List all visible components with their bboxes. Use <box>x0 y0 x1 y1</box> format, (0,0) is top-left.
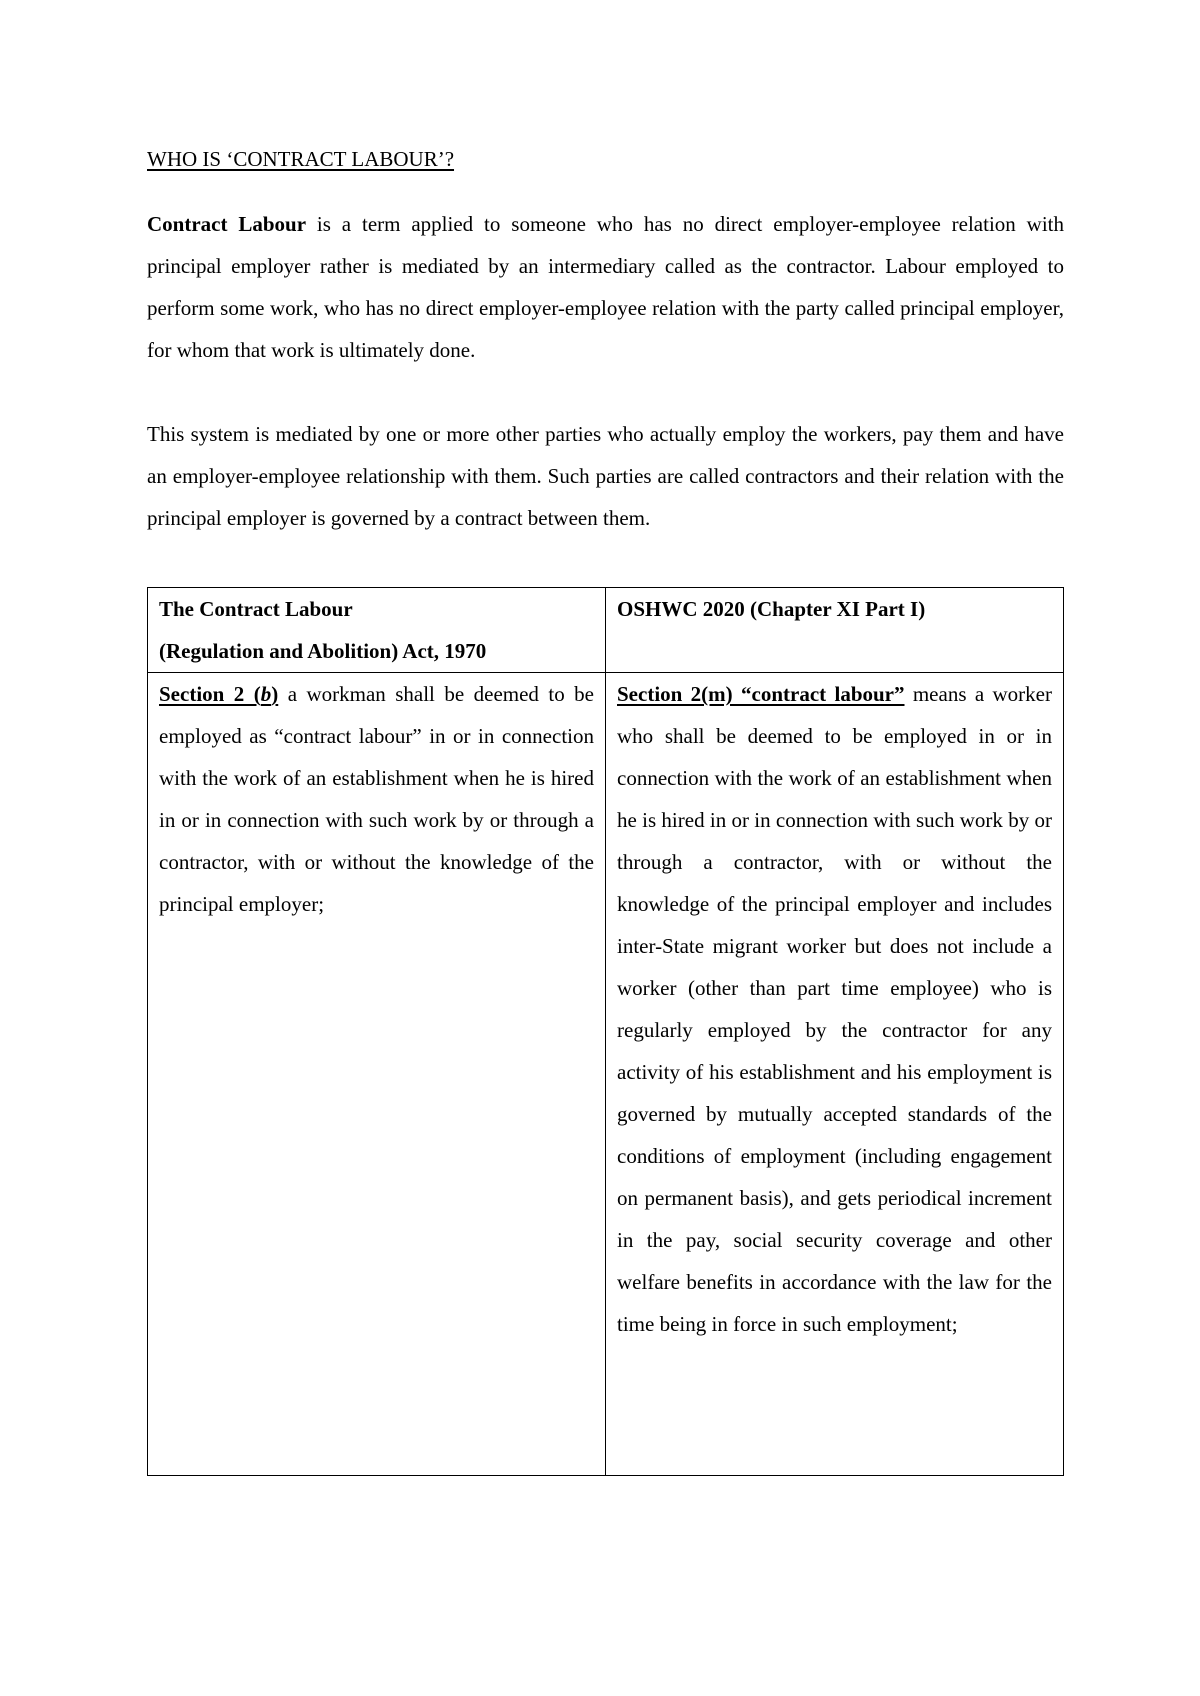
section-2m-text: means a worker who shall be deemed to be employed in or in connection with the work of an establishment when he is hired in or in connection with such work by or through a contractor, with or without the knowledge of the principal employer and includes inter-State migrant worker but does not include a worker (other than part time employee) who is regularly employed by the contractor for any activity of his establishment and his employment is governed by mutually accepted standards of the conditions of employment (including engagement on permanent basis), and gets periodical increment in the pay, social security coverage and other welfare benefits in accordance with the law for the time being in force in such employment; <box>617 682 1052 1336</box>
section-2b-text: a workman shall be deemed to be employed as “contract labour” in or in connection with the work of an establishment when he is hired in or in connection with such work by or through a contractor, with or without the knowledge of the principal employer; <box>159 682 594 916</box>
cell-oshwc-definition <box>606 673 1064 1476</box>
comparison-table <box>147 587 1064 1476</box>
header-cell-act-1970 <box>148 588 606 673</box>
section-2b-label: Section 2 (b) <box>159 682 279 706</box>
defined-term: Contract Labour <box>147 212 307 236</box>
table-row <box>148 673 1064 1476</box>
cell-act-1970-definition <box>148 673 606 1476</box>
header-cell-oshwc-2020 <box>606 588 1064 673</box>
section-2m-label: Section 2(m) “contract labour” <box>617 682 905 706</box>
header-oshwc-title: OSHWC 2020 (Chapter XI Part I) <box>617 597 926 621</box>
definition-paragraph <box>147 203 1064 371</box>
table-header-row <box>148 588 1064 673</box>
header-act-subtitle: (Regulation and Abolition) Act, 1970 <box>159 639 487 663</box>
page-heading: WHO IS ‘CONTRACT LABOUR’? <box>147 147 455 171</box>
header-act-title: The Contract Labour <box>159 597 353 621</box>
definition-text: is a term applied to someone who has no direct employer-employee relation with principal employer rather is mediated by an intermediary called as the contractor. Labour employed to perform some work, who has no direct employer-employee relation with the party called principal employer, for whom that work is ultimately done. <box>147 212 1064 362</box>
system-paragraph: This system is mediated by one or more other parties who actually employ the workers, pay them and have an employer-employee relationship with them. Such parties are called contractors and their relation with the principal employer is governed by a contract between them. <box>147 422 1064 530</box>
